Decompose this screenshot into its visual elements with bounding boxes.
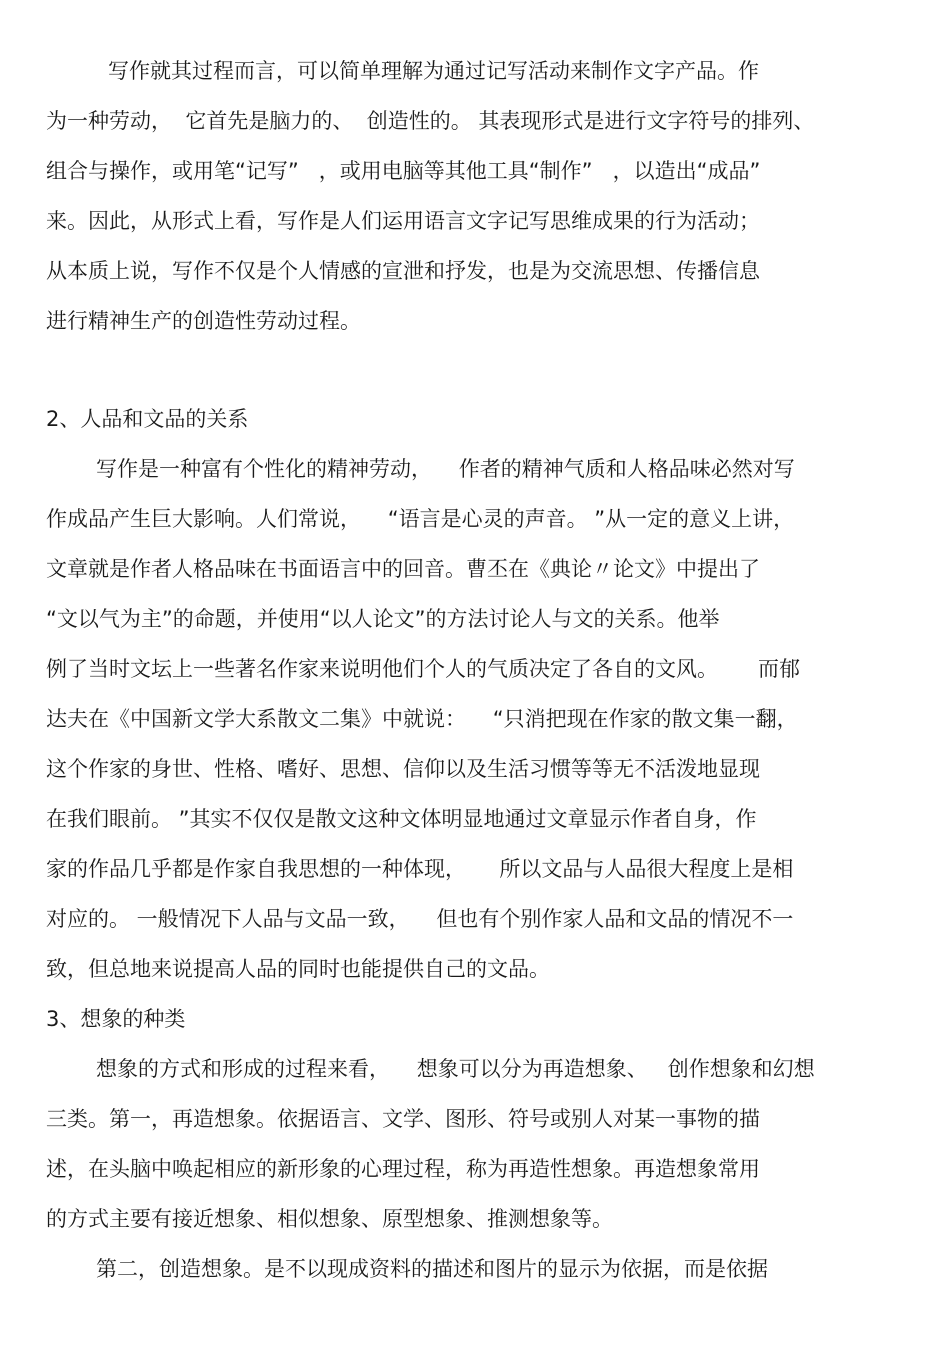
section-heading: 2、人品和文品的关系 [46,407,249,431]
paragraph-line: 来。因此，从形式上看，写作是人们运用语言文字记写思维成果的行为活动； [46,209,760,233]
paragraph-line: 写作就其过程而言，可以简单理解为通过记写活动来制作文字产品。作 [108,59,759,83]
paragraph-line: 在我们眼前。 ”其实不仅仅是散文这种文体明显地通过文章显示作者自身，作 [46,807,757,831]
paragraph-line: 达夫在《中国新文学大系散文二集》中就说： “只消把现在作家的散文集一翻， [46,707,798,731]
paragraph-line: “文以气为主”的命题，并使用“以人论文”的方法讨论人与文的关系。他举 [46,607,720,631]
paragraph-line: 致，但总地来说提高人品的同时也能提供自己的文品。 [46,957,550,981]
paragraph-line: 述，在头脑中唤起相应的新形象的心理过程，称为再造性想象。再造想象常用 [46,1157,760,1181]
paragraph-line: 为一种劳动， 它首先是脑力的、 创造性的。 其表现形式是进行文字符号的排列、 [46,109,815,133]
section-heading: 3、想象的种类 [46,1007,186,1031]
paragraph-line: 例了当时文坛上一些著名作家来说明他们个人的气质决定了各自的文风。 而郁 [46,657,801,681]
paragraph-line: 想象的方式和形成的过程来看， 想象可以分为再造想象、 创作想象和幻想 [96,1057,815,1081]
paragraph-line: 写作是一种富有个性化的精神劳动， 作者的精神气质和人格品味必然对写 [96,457,795,481]
paragraph-line: 三类。第一，再造想象。依据语言、文学、图形、符号或别人对某一事物的描 [46,1107,760,1131]
paragraph-line: 这个作家的身世、性格、嗜好、思想、信仰以及生活习惯等等无不活泼地显现 [46,757,760,781]
paragraph-line: 作成品产生巨大影响。人们常说， “语言是心灵的声音。 ”从一定的意义上讲， [46,507,795,531]
paragraph-line: 对应的。 一般情况下人品与文品一致， 但也有个别作家人品和文品的情况不一 [46,907,794,931]
paragraph-line: 家的作品几乎都是作家自我思想的一种体现， 所以文品与人品很大程度上是相 [46,857,794,881]
paragraph-line: 的方式主要有接近想象、相似想象、原型想象、推测想象等。 [46,1207,613,1231]
paragraph-line: 文章就是作者人格品味在书面语言中的回音。曹丕在《典论〃论文》中提出了 [46,557,760,581]
paragraph-line: 进行精神生产的创造性劳动过程。 [46,309,361,333]
paragraph-line: 第二，创造想象。是不以现成资料的描述和图片的显示为依据，而是依据 [96,1257,768,1281]
paragraph-line: 从本质上说，写作不仅是个人情感的宣泄和抒发，也是为交流思想、传播信息 [46,259,760,283]
paragraph-line: 组合与操作，或用笔“记写” ，或用电脑等其他工具“制作” ，以造出“成品” [46,159,761,183]
